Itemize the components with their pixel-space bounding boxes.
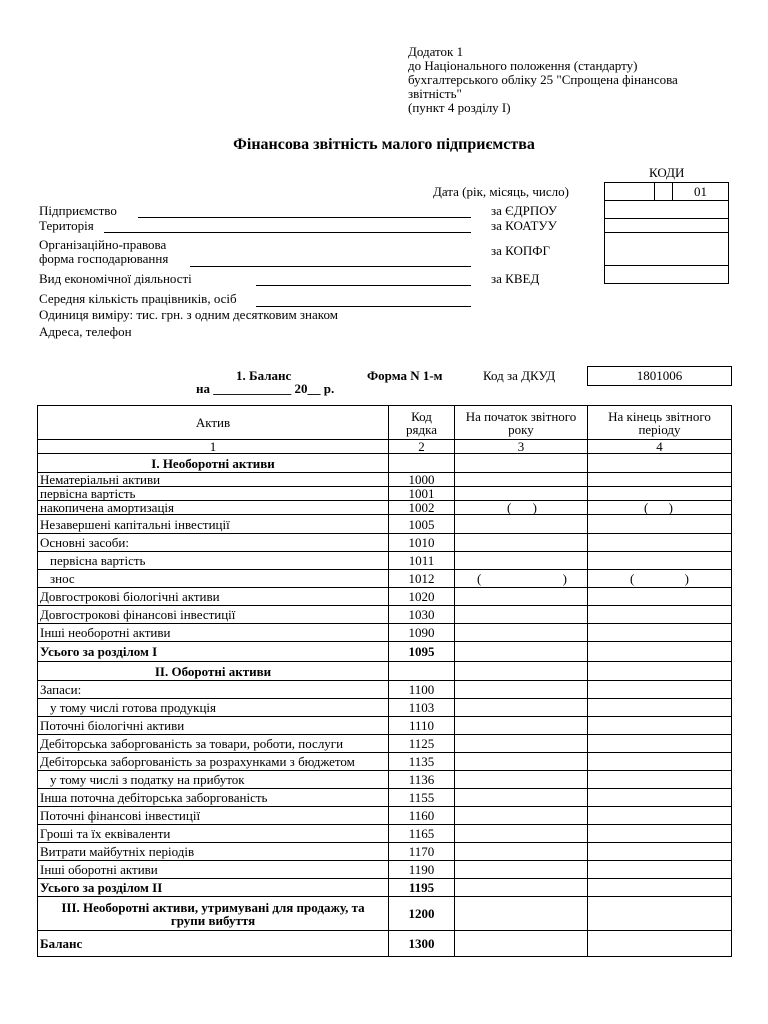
page-title: Фінансова звітність малого підприємства: [233, 136, 535, 153]
row-code: 1103: [389, 699, 455, 717]
row-value-end[interactable]: [588, 473, 732, 487]
koatuu-code-cell[interactable]: [605, 219, 729, 233]
row-value-end[interactable]: [588, 931, 732, 957]
employees-label: Середня кількість працівників, осіб: [39, 291, 237, 306]
row-code: [389, 454, 455, 473]
table-row: [38, 454, 732, 473]
row-code: 1100: [389, 681, 455, 699]
row-label: первісна вартість: [38, 552, 389, 570]
row-value-end[interactable]: [588, 843, 732, 861]
paren-close: ): [532, 500, 537, 515]
table-row: [38, 699, 732, 717]
row-label: первісна вартість: [38, 487, 389, 501]
paren-open: (: [507, 500, 512, 515]
enterprise-line[interactable]: [138, 217, 471, 218]
edrpou-label: за ЄДРПОУ: [491, 203, 558, 218]
org-form-line[interactable]: [190, 266, 471, 267]
row-code: 1190: [389, 861, 455, 879]
row-label: Дебіторська заборгованість за розрахунками з бюджетом: [38, 753, 389, 771]
paren-open: (: [644, 500, 649, 515]
row-label: Баланс: [38, 931, 389, 957]
paren-wrap: [590, 501, 729, 514]
row-value-end[interactable]: [588, 753, 732, 771]
row-label: ІІ. Оборотні активи: [38, 662, 389, 681]
row-value-end[interactable]: [588, 487, 732, 501]
activity-label: Вид економічної діяльності: [39, 271, 192, 286]
table-row: [38, 570, 732, 588]
edrpou-code-cell[interactable]: [605, 201, 729, 219]
table-row: [38, 843, 732, 861]
header-start-line-2: року: [508, 421, 534, 437]
kved-label: за КВЕД: [491, 271, 540, 286]
org-form-label-1: Організаційно-правова: [39, 237, 167, 252]
table-row: [38, 753, 732, 771]
row-value-start[interactable]: [455, 642, 588, 662]
paren-close: ): [562, 571, 567, 586]
territory-label: Територія: [39, 218, 94, 233]
kopfg-code-cell[interactable]: [605, 233, 729, 266]
row-code: 1001: [389, 487, 455, 501]
row-value-start[interactable]: [455, 662, 588, 681]
header-start-line-1: На початок звітного: [465, 408, 577, 424]
activity-line[interactable]: [256, 285, 471, 286]
row-label: у тому числі з податку на прибуток: [38, 771, 389, 789]
table-row: [38, 473, 732, 487]
table-row: [38, 501, 732, 515]
row-label: Інші оборотні активи: [38, 861, 389, 879]
row-value-start[interactable]: [455, 501, 588, 515]
row-value-start[interactable]: [455, 825, 588, 843]
balance-date: на ____________ 20__ р.: [196, 381, 335, 396]
paren-close: ): [684, 571, 689, 586]
row-value-end[interactable]: [588, 515, 732, 534]
table-row: [38, 861, 732, 879]
balance-title: 1. Баланс: [236, 368, 292, 383]
table-row: [38, 897, 732, 931]
row-label: Дебіторська заборгованість за товари, роботи, послуги: [38, 735, 389, 753]
row-value-start[interactable]: [455, 861, 588, 879]
row-value-start[interactable]: [455, 552, 588, 570]
table-row: [38, 807, 732, 825]
appendix-note: [408, 45, 678, 115]
org-form-label-2: форма господарювання: [39, 251, 169, 266]
row-code: 1300: [389, 931, 455, 957]
row-value-end[interactable]: [588, 606, 732, 624]
kved-code-cell[interactable]: [605, 266, 729, 284]
row-label: Довгострокові фінансові інвестиції: [38, 606, 389, 624]
row-label: знос: [38, 570, 389, 588]
codes-table: [604, 182, 729, 284]
row-value-end[interactable]: [588, 861, 732, 879]
table-row: [38, 681, 732, 699]
row-code: 1090: [389, 624, 455, 642]
address-label: Адреса, телефон: [39, 324, 132, 339]
row-code: 1010: [389, 534, 455, 552]
row-value-end[interactable]: [588, 879, 732, 897]
table-header-row: [38, 406, 732, 440]
row-value-start[interactable]: [455, 931, 588, 957]
row-value-end[interactable]: [588, 570, 732, 588]
enterprise-label: Підприємство: [39, 203, 117, 218]
row-code: [389, 662, 455, 681]
row-code: 1155: [389, 789, 455, 807]
row-code: 1110: [389, 717, 455, 735]
col-num-4: 4: [588, 440, 732, 454]
appendix-line-3: бухгалтерського обліку 25 "Спрощена фінансова: [408, 72, 678, 87]
paren-open: (: [630, 571, 635, 586]
row-label: Поточні фінансові інвестиції: [38, 807, 389, 825]
row-label: Усього за розділом І: [38, 642, 389, 662]
row-value-start[interactable]: [455, 843, 588, 861]
row-value-start[interactable]: [455, 807, 588, 825]
row-code: 1136: [389, 771, 455, 789]
table-row: [38, 771, 732, 789]
row-code: 1125: [389, 735, 455, 753]
row-value-end[interactable]: [588, 825, 732, 843]
appendix-line-4: звітність": [408, 86, 462, 101]
row-code: 1030: [389, 606, 455, 624]
row-value-start[interactable]: [455, 789, 588, 807]
koatuu-label: за КОАТУУ: [491, 218, 557, 233]
row-code: 1020: [389, 588, 455, 606]
codes-header: КОДИ: [649, 165, 685, 180]
column-number-row: [38, 440, 732, 454]
header-end-line-1: На кінець звітного: [608, 408, 711, 424]
row-value-start[interactable]: [455, 681, 588, 699]
row-value-end[interactable]: [588, 717, 732, 735]
row-value-start[interactable]: [455, 699, 588, 717]
row-code: 1011: [389, 552, 455, 570]
table-row: [38, 642, 732, 662]
balance-table: [37, 405, 732, 957]
header-code-line-1: Код: [411, 408, 432, 424]
row-label: накопичена амортизація: [38, 501, 389, 515]
col-num-1: 1: [38, 440, 389, 454]
row-value-start[interactable]: [455, 570, 588, 588]
row-code: 1165: [389, 825, 455, 843]
paren-open: (: [477, 571, 482, 586]
table-row: [38, 487, 732, 501]
paren-wrap: [590, 572, 729, 585]
row-code: 1012: [389, 570, 455, 588]
row-label: Гроші та їх еквіваленти: [38, 825, 389, 843]
row-value-start[interactable]: [455, 606, 588, 624]
row-value-start[interactable]: [455, 454, 588, 473]
row-value-start[interactable]: [455, 879, 588, 897]
row-value-end[interactable]: [588, 897, 732, 931]
row-value-start[interactable]: [455, 588, 588, 606]
row-value-end[interactable]: [588, 789, 732, 807]
row-value-start[interactable]: [455, 771, 588, 789]
row-value-end[interactable]: [588, 807, 732, 825]
col-num-2: 2: [389, 440, 455, 454]
appendix-line-1: Додаток 1: [408, 44, 464, 59]
dkud-label: Код за ДКУД: [483, 368, 556, 383]
row-value-end[interactable]: [588, 552, 732, 570]
table-row: [38, 717, 732, 735]
table-row: [38, 515, 732, 534]
table-row: [38, 825, 732, 843]
header-end-line-2: періоду: [638, 421, 681, 437]
row-value-end[interactable]: [588, 624, 732, 642]
row-value-start[interactable]: [455, 753, 588, 771]
territory-line[interactable]: [104, 232, 471, 233]
row-value-end[interactable]: [588, 699, 732, 717]
header-code: [389, 406, 455, 440]
table-row: [38, 588, 732, 606]
row-value-end[interactable]: [588, 681, 732, 699]
row-label: Усього за розділом ІІ: [38, 879, 389, 897]
paren-wrap: [457, 572, 585, 585]
row-code: 1095: [389, 642, 455, 662]
row-code: 1135: [389, 753, 455, 771]
row-label: Поточні біологічні активи: [38, 717, 389, 735]
row-value-end[interactable]: [588, 534, 732, 552]
row-label: у тому числі готова продукція: [38, 699, 389, 717]
row-code: 1195: [389, 879, 455, 897]
table-row: [38, 662, 732, 681]
row-value-start[interactable]: [455, 735, 588, 753]
row-label: ІІІ. Необоротні активи, утримувані для продажу, та групи вибуття: [38, 897, 389, 931]
row-label: Довгострокові біологічні активи: [38, 588, 389, 606]
row-label: Основні засоби:: [38, 534, 389, 552]
row-value-start[interactable]: [455, 624, 588, 642]
table-row: [38, 606, 732, 624]
appendix-line-5: (пункт 4 розділу І): [408, 100, 511, 115]
row-code: 1005: [389, 515, 455, 534]
row-value-start[interactable]: [455, 717, 588, 735]
table-row: [38, 624, 732, 642]
row-label: Незавершені капітальні інвестиції: [38, 515, 389, 534]
form-label: Форма N 1-м: [367, 368, 443, 383]
row-code: 1200: [389, 897, 455, 931]
table-row: [38, 931, 732, 957]
row-code: 1160: [389, 807, 455, 825]
row-code: 1000: [389, 473, 455, 487]
table-row: [38, 534, 732, 552]
row-value-end[interactable]: [588, 501, 732, 515]
kopfg-label: за КОПФГ: [491, 243, 551, 258]
row-value-start[interactable]: [455, 473, 588, 487]
paren-close: ): [668, 500, 673, 515]
header-code-line-2: рядка: [406, 421, 437, 437]
date-day-cell[interactable]: 01: [673, 183, 729, 201]
header-end: [588, 406, 732, 440]
table-row: [38, 879, 732, 897]
row-label: Витрати майбутніх періодів: [38, 843, 389, 861]
row-value-end[interactable]: [588, 771, 732, 789]
row-value-start[interactable]: [455, 897, 588, 931]
paren-wrap: [457, 501, 585, 514]
table-row: [38, 789, 732, 807]
row-label: Нематеріальні активи: [38, 473, 389, 487]
row-code: 1170: [389, 843, 455, 861]
row-value-start[interactable]: [455, 487, 588, 501]
row-value-start[interactable]: [455, 515, 588, 534]
row-value-end[interactable]: [588, 735, 732, 753]
appendix-line-2: до Національного положення (стандарту): [408, 58, 638, 73]
row-value-end[interactable]: [588, 588, 732, 606]
row-value-end[interactable]: [588, 662, 732, 681]
col-num-3: 3: [455, 440, 588, 454]
table-row: [38, 552, 732, 570]
row-code: 1002: [389, 501, 455, 515]
dkud-code-box: 1801006: [587, 366, 732, 386]
date-label: Дата (рік, місяць, число): [433, 184, 569, 199]
table-row: [38, 735, 732, 753]
row-value-end[interactable]: [588, 454, 732, 473]
row-label: Запаси:: [38, 681, 389, 699]
header-asset: Актив: [38, 406, 389, 440]
row-value-start[interactable]: [455, 534, 588, 552]
row-label: Інша поточна дебіторська заборгованість: [38, 789, 389, 807]
row-value-end[interactable]: [588, 642, 732, 662]
date-month-cell[interactable]: [655, 183, 673, 201]
row-label: Інші необоротні активи: [38, 624, 389, 642]
row-label: І. Необоротні активи: [38, 454, 389, 473]
header-start: [455, 406, 588, 440]
unit-label: Одиниця виміру: тис. грн. з одним десятковим знаком: [39, 307, 338, 322]
date-year-cell[interactable]: [605, 183, 655, 201]
